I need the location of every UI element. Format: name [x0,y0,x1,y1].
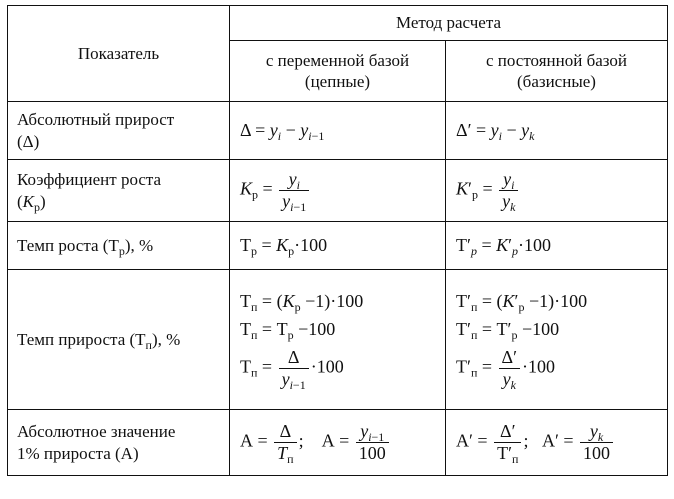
formula-line: $Т_п$ = $\frac{\Delta}{y_{i-1}}$ ·100 [240,346,344,392]
header-chain-line1: с переменной базой [265,50,410,70]
header-base-line2: (базисные) [517,72,596,91]
header-base [446,41,668,102]
label-line: Коэффициент роста [17,170,162,190]
header-indicator: Показатель [8,6,230,102]
formula-chain-absolute-growth: $\Delta = y_i - y_{i-1}$ [230,102,446,160]
formula-base-absolute-growth: $\Delta' = y_i - y_k$ [446,102,668,160]
row-label-growth-rate: Темп роста $(Т_р)$, % [8,222,230,270]
formula-line: $Т'_п = Т'_р -100$ [456,319,560,343]
row-label-absolute-growth [8,102,230,160]
formula-line: $Т'_п$ = $\frac{\Delta'}{y_k}$ ·100 [456,346,556,392]
formula-base-absolute-value-1pct: А′ = $\frac{\Delta'}{Т'_п}$ ; А′ = $\frac{y_k}{100}$ [446,410,668,476]
formula-base-increment-rate [446,270,668,410]
formula-chain-growth-coefficient: $K_р$ = $\frac{y_i}{y_{i-1}}$ [230,160,446,222]
header-method: Метод расчета [230,6,668,41]
formula-chain-growth-rate: $Т_р = K_р\cdot 100$ [230,222,446,270]
formula-line: $Т_п = Т_р -100$ [240,319,336,343]
label-line: (Δ) [17,131,40,151]
header-chain-line2: (цепные) [304,72,371,91]
header-chain [230,41,446,102]
formula-chain-increment-rate [230,270,446,410]
formula-line: $Т'_п = (K'_р -1)\cdot 100$ [456,290,588,314]
label-line: $(K_р)$ [17,191,46,214]
calculation-methods-table [7,5,668,476]
row-label-increment-rate: Темп прироста $(Т_п)$, % [8,270,230,410]
row-label-absolute-value-1pct [8,410,230,476]
formula-base-growth-coefficient: $K'_р$ = $\frac{y_i}{y_k}$ [446,160,668,222]
label-line: 1% прироста (A) [17,443,139,463]
formula-chain-absolute-value-1pct: А = $\frac{\Delta}{T_п}$ ; А = $\frac{y_{i-1}}{100}$ [230,410,446,476]
formula-line: $Т_п = (K_р -1)\cdot 100$ [240,290,364,314]
label-line: Абсолютное значение [17,422,176,442]
label-line: Абсолютный прирост [17,110,175,130]
header-base-line1: с постоянной базой [485,50,627,70]
row-label-growth-coefficient [8,160,230,222]
formula-base-growth-rate: $Т'_p = K'_p\cdot 100$ [446,222,668,270]
